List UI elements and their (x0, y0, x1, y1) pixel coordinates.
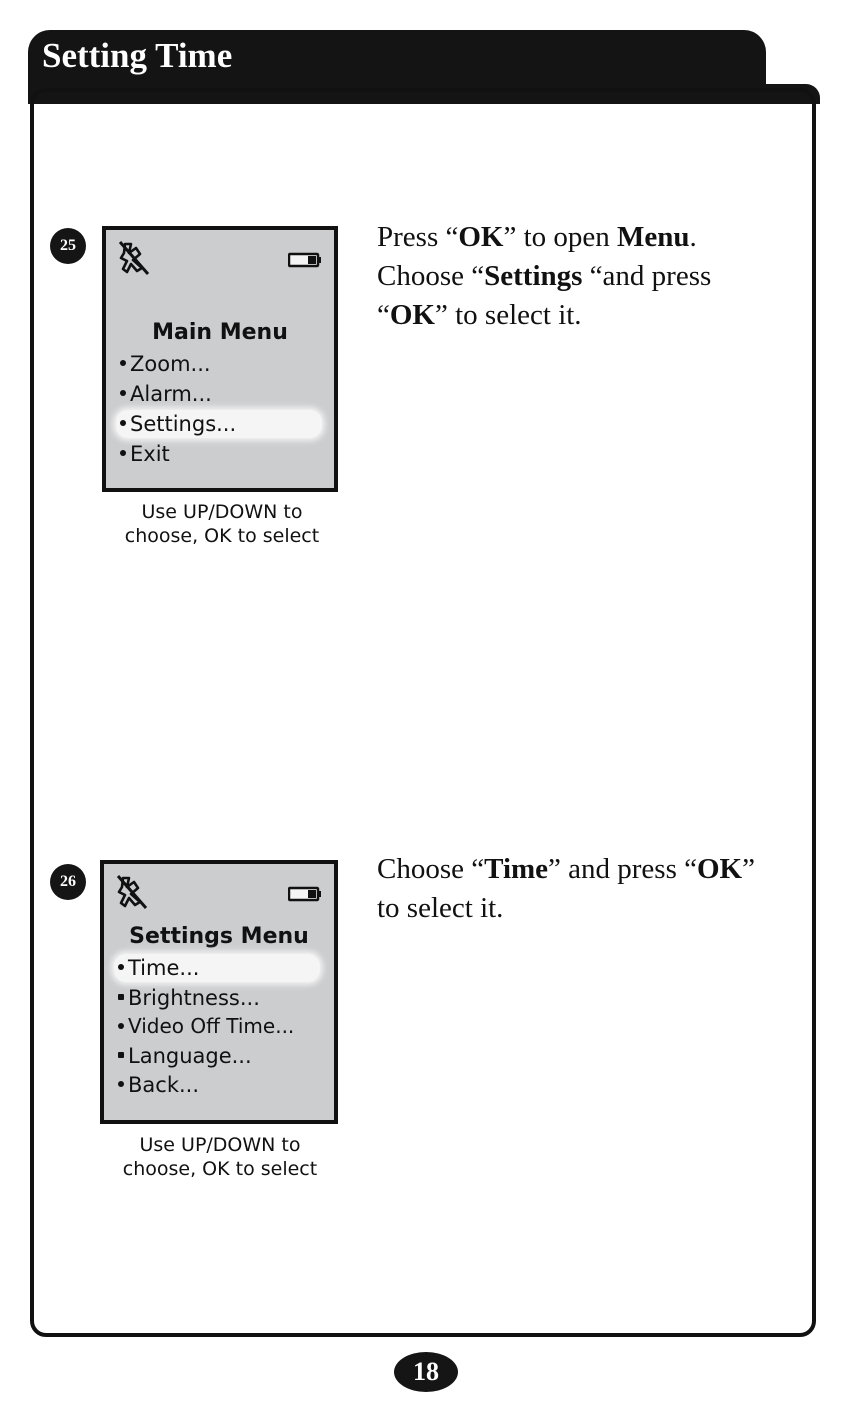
instruction-line: Choose “Settings “and press (377, 260, 712, 292)
menu-item-time-selected (114, 954, 320, 982)
caption-line: choose, OK to select (122, 1158, 318, 1180)
no-signal-icon (116, 874, 148, 910)
step-badge-26: 26 (50, 864, 86, 900)
menu-item-label: Settings... (130, 412, 237, 436)
device-screen-settings-menu (100, 860, 338, 1124)
battery-icon (288, 252, 322, 268)
menu-item-label: Language... (128, 1044, 252, 1068)
screen-caption (100, 500, 344, 548)
status-row (116, 240, 324, 276)
page-title: Setting Time (42, 36, 233, 75)
screen-title: Main Menu (152, 320, 288, 345)
menu-item-settings-selected (116, 410, 322, 438)
battery-icon (288, 886, 322, 902)
menu-item-back (118, 1071, 324, 1099)
menu-item-language (118, 1042, 324, 1070)
instruction-line: to select it. (377, 892, 504, 924)
bullet-icon (118, 1081, 124, 1087)
page-number: 18 (394, 1352, 458, 1392)
instruction-text-25 (377, 218, 797, 335)
caption-line: Use UP/DOWN to (139, 1134, 301, 1156)
bullet-icon (120, 420, 126, 426)
no-signal-icon (118, 240, 150, 276)
instruction-line: Choose “Time” and press “OK” (377, 853, 755, 885)
instruction-line: “OK” to select it. (377, 299, 582, 331)
bullet-icon (120, 360, 126, 366)
instruction-text-26 (377, 850, 817, 928)
caption-line: choose, OK to select (124, 525, 320, 547)
menu-item-label: Zoom... (130, 352, 211, 376)
instruction-line: Press “OK” to open Menu. (377, 221, 697, 253)
device-screen-main-menu (102, 226, 338, 492)
status-row (114, 874, 324, 910)
menu-item-video-off-time (118, 1012, 324, 1040)
bullet-icon (120, 390, 126, 396)
bullet-icon (120, 450, 126, 456)
bullet-icon (118, 1023, 124, 1029)
menu-item-label: Exit (130, 442, 170, 466)
screen-title: Settings Menu (129, 924, 309, 949)
step-badge-25: 25 (50, 228, 86, 264)
menu-item-label: Time... (128, 956, 200, 980)
menu-item-exit (120, 440, 324, 468)
menu-item-label: Alarm... (130, 382, 212, 406)
menu-item-label: Brightness... (128, 986, 260, 1010)
bullet-icon (118, 964, 124, 970)
bullet-icon (118, 994, 124, 1000)
bullet-icon (118, 1052, 124, 1058)
menu-item-label: Video Off Time... (128, 1014, 295, 1038)
menu-item-label: Back... (128, 1073, 200, 1097)
screen-caption (98, 1133, 342, 1181)
caption-line: Use UP/DOWN to (141, 501, 303, 523)
menu-item-alarm (120, 380, 324, 408)
menu-item-zoom (120, 350, 324, 378)
menu-item-brightness (118, 984, 324, 1012)
